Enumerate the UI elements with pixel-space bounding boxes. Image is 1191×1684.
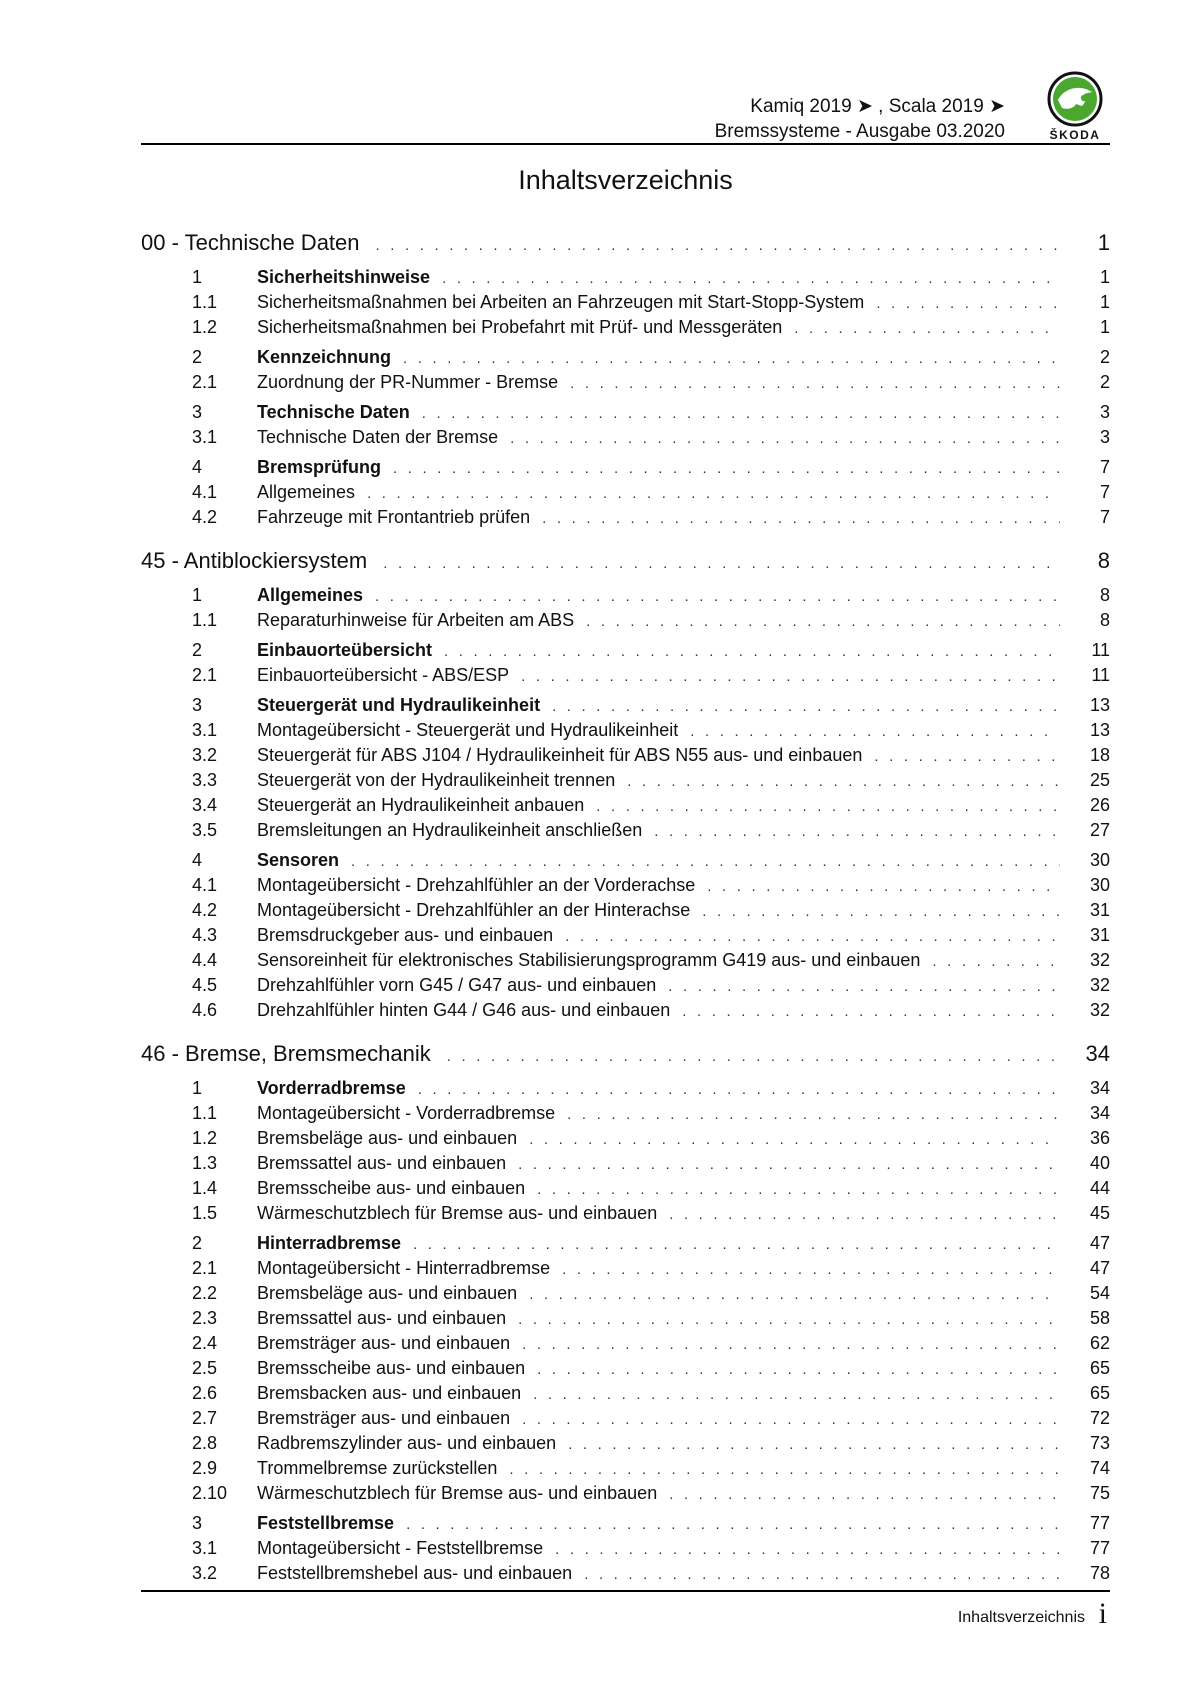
entry-title: Bremssattel aus- und einbauen <box>257 1308 507 1328</box>
leader-dots <box>522 1336 1060 1353</box>
entry-title: Wärmeschutzblech für Bremse aus- und einbauen <box>257 1483 658 1503</box>
entry-title: Feststellbremshebel aus- und einbauen <box>257 1563 573 1583</box>
footer-page-number: i <box>1098 1597 1107 1630</box>
toc-entry[interactable] <box>141 1153 1110 1178</box>
entry-title: Hinterradbremse <box>257 1233 402 1253</box>
entry-number: 4.2 <box>192 900 218 920</box>
toc-entry[interactable] <box>141 820 1110 845</box>
entry-page: 18 <box>1089 745 1110 765</box>
entry-number: 3 <box>192 402 203 422</box>
entry-number: 1.5 <box>192 1203 218 1223</box>
entry-number: 3.1 <box>192 720 218 740</box>
entry-title: Allgemeines <box>257 482 356 502</box>
entry-page: 58 <box>1089 1308 1110 1328</box>
entry-page: 47 <box>1089 1233 1110 1253</box>
header-models: Kamiq 2019 ➤ , Scala 2019 ➤ <box>750 96 1005 117</box>
entry-number: 2 <box>192 1233 203 1253</box>
entry-page: 65 <box>1089 1358 1110 1378</box>
entry-page: 30 <box>1089 875 1110 895</box>
page-title: Inhaltsverzeichnis <box>518 165 733 195</box>
entry-title: Wärmeschutzblech für Bremse aus- und einbauen <box>257 1203 658 1223</box>
entry-title: Steuergerät für ABS J104 / Hydraulikeinheit für ABS N55 aus- und einbauen <box>257 745 863 765</box>
entry-number: 2.7 <box>192 1408 218 1428</box>
leader-dots <box>542 510 1060 527</box>
leader-dots <box>521 668 1060 685</box>
entry-title: Bremsbeläge aus- und einbauen <box>257 1283 518 1303</box>
entry-page: 8 <box>1099 610 1110 630</box>
entry-page: 77 <box>1089 1538 1110 1558</box>
entry-title: Technische Daten <box>257 402 410 422</box>
toc-section[interactable] <box>141 402 1110 427</box>
entry-page: 26 <box>1089 795 1110 815</box>
entry-number: 2 <box>192 347 203 367</box>
entry-page: 54 <box>1089 1283 1110 1303</box>
leader-dots <box>422 405 1060 422</box>
entry-page: 77 <box>1089 1513 1110 1533</box>
entry-title: Steuergerät an Hydraulikeinheit anbauen <box>257 795 585 815</box>
toc-section[interactable] <box>141 457 1110 482</box>
leader-dots <box>367 485 1060 502</box>
entry-page: 72 <box>1089 1408 1110 1428</box>
entry-title: Bremsscheibe aus- und einbauen <box>257 1358 526 1378</box>
entry-page: 27 <box>1089 820 1110 840</box>
leader-dots <box>627 773 1060 790</box>
entry-title: Bremsträger aus- und einbauen <box>257 1408 511 1428</box>
entry-title: Sicherheitsmaßnahmen bei Probefahrt mit Prüf- und Messgeräten <box>257 317 783 337</box>
leader-dots <box>584 1566 1060 1583</box>
entry-title: Montageübersicht - Drehzahlfühler an der Vorderachse <box>257 875 696 895</box>
entry-title: Drehzahlfühler hinten G44 / G46 aus- und einbauen <box>257 1000 671 1020</box>
leader-dots <box>529 1286 1060 1303</box>
toc-section[interactable] <box>141 695 1110 720</box>
toc-entry[interactable] <box>141 1178 1110 1203</box>
entry-page: 40 <box>1089 1153 1110 1173</box>
entry-number: 1.3 <box>192 1153 218 1173</box>
toc-section[interactable] <box>141 267 1110 292</box>
leader-dots <box>444 643 1060 660</box>
leader-dots <box>383 555 1060 572</box>
entry-page: 32 <box>1089 950 1110 970</box>
toc-entry[interactable] <box>141 317 1110 342</box>
entry-page: 73 <box>1089 1433 1110 1453</box>
entry-title: Einbauorteübersicht <box>257 640 433 660</box>
leader-dots <box>529 1131 1060 1148</box>
footer-rule <box>141 1590 1110 1592</box>
leader-dots <box>932 953 1060 970</box>
entry-number: 1.1 <box>192 610 218 630</box>
leader-dots <box>418 1081 1060 1098</box>
entry-page: 74 <box>1089 1458 1110 1478</box>
toc-entry[interactable] <box>141 745 1110 770</box>
leader-dots <box>568 1436 1060 1453</box>
entry-page: 62 <box>1089 1333 1110 1353</box>
entry-number: 3.1 <box>192 1538 218 1558</box>
entry-page: 3 <box>1099 402 1110 422</box>
toc-entry[interactable] <box>141 1258 1110 1283</box>
leader-dots <box>533 1386 1060 1403</box>
entry-title: Bremssattel aus- und einbauen <box>257 1153 507 1173</box>
entry-number: 2.8 <box>192 1433 218 1453</box>
toc-entry[interactable] <box>141 1483 1110 1508</box>
toc-section[interactable] <box>141 585 1110 610</box>
entry-number: 2.1 <box>192 665 218 685</box>
leader-dots <box>682 1003 1060 1020</box>
table-of-contents <box>141 230 1110 1588</box>
toc-entry[interactable] <box>141 1283 1110 1308</box>
entry-number: 1.2 <box>192 1128 218 1148</box>
entry-title: Technische Daten der Bremse <box>257 427 499 447</box>
entry-page: 34 <box>1089 1103 1110 1123</box>
header-rule <box>141 143 1110 145</box>
toc-section[interactable] <box>141 347 1110 372</box>
toc-section[interactable] <box>141 850 1110 875</box>
brand-wordmark: ŠKODA <box>1049 128 1101 142</box>
toc-entry[interactable] <box>141 1203 1110 1228</box>
leader-dots <box>707 878 1060 895</box>
leader-dots <box>552 698 1060 715</box>
entry-number: 3 <box>192 1513 203 1533</box>
entry-number: 2.1 <box>192 372 218 392</box>
entry-number: 2.5 <box>192 1358 218 1378</box>
entry-page: 2 <box>1099 347 1110 367</box>
chapter-page: 1 <box>1097 230 1110 255</box>
entry-title: Reparaturhinweise für Arbeiten am ABS <box>257 610 575 630</box>
chapter-title: 00 - Technische Daten <box>141 230 360 255</box>
entry-page: 7 <box>1099 482 1110 502</box>
entry-number: 3.2 <box>192 1563 218 1583</box>
entry-title: Bremsbacken aus- und einbauen <box>257 1383 522 1403</box>
entry-title: Sensoren <box>257 850 340 870</box>
entry-title: Vorderradbremse <box>257 1078 406 1098</box>
leader-dots <box>874 748 1060 765</box>
leader-dots <box>376 237 1060 254</box>
leader-dots <box>510 430 1060 447</box>
entry-number: 3.2 <box>192 745 218 765</box>
entry-page: 31 <box>1089 900 1110 920</box>
entry-number: 2.1 <box>192 1258 218 1278</box>
entry-page: 7 <box>1099 507 1110 527</box>
leader-dots <box>690 723 1060 740</box>
entry-title: Bremsträger aus- und einbauen <box>257 1333 511 1353</box>
entry-page: 75 <box>1089 1483 1110 1503</box>
toc-section[interactable] <box>141 1513 1110 1538</box>
entry-number: 4.6 <box>192 1000 218 1020</box>
entry-page: 34 <box>1089 1078 1110 1098</box>
entry-page: 2 <box>1099 372 1110 392</box>
leader-dots <box>555 1541 1060 1558</box>
entry-number: 4 <box>192 850 203 870</box>
entry-title: Einbauorteübersicht - ABS/ESP <box>257 665 510 685</box>
entry-title: Bremsbeläge aus- und einbauen <box>257 1128 518 1148</box>
entry-page: 45 <box>1089 1203 1110 1223</box>
toc-entry[interactable] <box>141 1433 1110 1458</box>
leader-dots <box>522 1411 1060 1428</box>
toc-entry[interactable] <box>141 875 1110 900</box>
entry-title: Drehzahlfühler vorn G45 / G47 aus- und einbauen <box>257 975 657 995</box>
entry-page: 47 <box>1089 1258 1110 1278</box>
entry-page: 3 <box>1099 427 1110 447</box>
entry-number: 1.1 <box>192 292 218 312</box>
leader-dots <box>447 1048 1060 1065</box>
leader-dots <box>509 1461 1060 1478</box>
entry-number: 2.2 <box>192 1283 218 1303</box>
entry-page: 30 <box>1089 850 1110 870</box>
leader-dots <box>403 350 1060 367</box>
toc-entry[interactable] <box>141 507 1110 532</box>
entry-number: 1.4 <box>192 1178 218 1198</box>
entry-title: Kennzeichnung <box>257 347 391 367</box>
entry-title: Montageübersicht - Steuergerät und Hydraulikeinheit <box>257 720 679 740</box>
entry-page: 78 <box>1089 1563 1110 1583</box>
entry-page: 25 <box>1089 770 1110 790</box>
toc-chapter[interactable] <box>141 230 1110 262</box>
entry-number: 4.3 <box>192 925 218 945</box>
leader-dots <box>669 1486 1060 1503</box>
chapter-page: 8 <box>1097 548 1110 573</box>
entry-number: 1 <box>192 1078 203 1098</box>
entry-page: 44 <box>1089 1178 1110 1198</box>
entry-number: 1.2 <box>192 317 218 337</box>
entry-number: 3.5 <box>192 820 218 840</box>
toc-section[interactable] <box>141 1078 1110 1103</box>
entry-title: Zuordnung der PR-Nummer - Bremse <box>257 372 559 392</box>
toc-entry[interactable] <box>141 795 1110 820</box>
entry-page: 1 <box>1099 267 1110 287</box>
toc-entry[interactable] <box>141 1538 1110 1563</box>
entry-number: 2 <box>192 640 203 660</box>
leader-dots <box>518 1156 1060 1173</box>
leader-dots <box>654 823 1060 840</box>
leader-dots <box>518 1311 1060 1328</box>
entry-title: Sicherheitsmaßnahmen bei Arbeiten an Fahrzeugen mit Start-Stopp-System <box>257 292 865 312</box>
entry-title: Montageübersicht - Vorderradbremse <box>257 1103 556 1123</box>
toc-entry[interactable] <box>141 665 1110 690</box>
entry-number: 4 <box>192 457 203 477</box>
toc-entry[interactable] <box>141 1000 1110 1025</box>
toc-entry[interactable] <box>141 1308 1110 1333</box>
entry-title: Montageübersicht - Feststellbremse <box>257 1538 544 1558</box>
leader-dots <box>596 798 1060 815</box>
toc-entry[interactable] <box>141 1358 1110 1383</box>
entry-page: 65 <box>1089 1383 1110 1403</box>
chapter-page: 34 <box>1085 1041 1110 1066</box>
toc-chapter[interactable] <box>141 1041 1110 1073</box>
toc-entry[interactable] <box>141 770 1110 795</box>
toc-entry[interactable] <box>141 975 1110 1000</box>
toc-entry[interactable] <box>141 610 1110 635</box>
toc-entry[interactable] <box>141 292 1110 317</box>
entry-title: Montageübersicht - Hinterradbremse <box>257 1258 551 1278</box>
toc-entry[interactable] <box>141 482 1110 507</box>
leader-dots <box>537 1181 1060 1198</box>
entry-title: Radbremszylinder aus- und einbauen <box>257 1433 557 1453</box>
entry-number: 2.4 <box>192 1333 218 1353</box>
entry-number: 4.1 <box>192 875 218 895</box>
leader-dots <box>702 903 1060 920</box>
entry-page: 32 <box>1089 1000 1110 1020</box>
footer-label: Inhaltsverzeichnis <box>957 1609 1085 1626</box>
leader-dots <box>393 460 1060 477</box>
toc-entry[interactable] <box>141 372 1110 397</box>
entry-title: Bremsleitungen an Hydraulikeinheit anschließen <box>257 820 643 840</box>
entry-number: 4.5 <box>192 975 218 995</box>
entry-page: 11 <box>1091 640 1110 660</box>
entry-number: 4.2 <box>192 507 218 527</box>
entry-page: 13 <box>1089 695 1110 715</box>
toc-chapter[interactable] <box>141 548 1110 580</box>
leader-dots <box>794 320 1060 337</box>
entry-number: 2.9 <box>192 1458 218 1478</box>
entry-page: 13 <box>1089 720 1110 740</box>
leader-dots <box>351 853 1060 870</box>
entry-title: Bremsscheibe aus- und einbauen <box>257 1178 526 1198</box>
toc-entry[interactable] <box>141 925 1110 950</box>
toc-entry[interactable] <box>141 1383 1110 1408</box>
entry-title: Bremsprüfung <box>257 457 382 477</box>
entry-page: 8 <box>1099 585 1110 605</box>
entry-number: 2.3 <box>192 1308 218 1328</box>
entry-page: 7 <box>1099 457 1110 477</box>
toc-entry[interactable] <box>141 1563 1110 1588</box>
leader-dots <box>562 1261 1060 1278</box>
entry-page: 1 <box>1099 317 1110 337</box>
entry-page: 36 <box>1089 1128 1110 1148</box>
chapter-title: 45 - Antiblockiersystem <box>141 548 368 573</box>
leader-dots <box>565 928 1060 945</box>
entry-number: 2.10 <box>192 1483 228 1503</box>
toc-entry[interactable] <box>141 1333 1110 1358</box>
entry-number: 4.1 <box>192 482 218 502</box>
leader-dots <box>413 1236 1060 1253</box>
toc-entry[interactable] <box>141 1408 1110 1433</box>
entry-number: 1 <box>192 267 203 287</box>
entry-title: Allgemeines <box>257 585 364 605</box>
leader-dots <box>668 978 1060 995</box>
header-edition: Bremssysteme - Ausgabe 03.2020 <box>714 121 1005 142</box>
leader-dots <box>876 295 1060 312</box>
entry-number: 3.4 <box>192 795 218 815</box>
entry-number: 2.6 <box>192 1383 218 1403</box>
toc-section[interactable] <box>141 1233 1110 1258</box>
entry-title: Montageübersicht - Drehzahlfühler an der Hinterachse <box>257 900 691 920</box>
entry-number: 1 <box>192 585 203 605</box>
leader-dots <box>669 1206 1060 1223</box>
entry-page: 11 <box>1091 665 1110 685</box>
leader-dots <box>570 375 1060 392</box>
entry-number: 3.1 <box>192 427 218 447</box>
leader-dots <box>375 588 1060 605</box>
entry-number: 1.1 <box>192 1103 218 1123</box>
toc-entry[interactable] <box>141 900 1110 925</box>
entry-number: 3.3 <box>192 770 218 790</box>
entry-title: Bremsdruckgeber aus- und einbauen <box>257 925 554 945</box>
toc-entry[interactable] <box>141 1128 1110 1153</box>
leader-dots <box>586 613 1060 630</box>
entry-title: Sicherheitshinweise <box>257 267 431 287</box>
entry-title: Steuergerät und Hydraulikeinheit <box>257 695 541 715</box>
entry-title: Steuergerät von der Hydraulikeinheit trennen <box>257 770 616 790</box>
leader-dots <box>442 270 1060 287</box>
leader-dots <box>567 1106 1060 1123</box>
entry-title: Trommelbremse zurückstellen <box>257 1458 498 1478</box>
chapter-title: 46 - Bremse, Bremsmechanik <box>141 1041 431 1066</box>
toc-entry[interactable] <box>141 950 1110 975</box>
entry-title: Sensoreinheit für elektronisches Stabilisierungsprogramm G419 aus- und einbauen <box>257 950 921 970</box>
leader-dots <box>537 1361 1060 1378</box>
toc-section[interactable] <box>141 640 1110 665</box>
entry-page: 1 <box>1099 292 1110 312</box>
entry-number: 4.4 <box>192 950 218 970</box>
toc-entry[interactable] <box>141 427 1110 452</box>
toc-entry[interactable] <box>141 1103 1110 1128</box>
leader-dots <box>406 1516 1060 1533</box>
entry-title: Fahrzeuge mit Frontantrieb prüfen <box>257 507 531 527</box>
entry-number: 3 <box>192 695 203 715</box>
toc-entry[interactable] <box>141 1458 1110 1483</box>
toc-entry[interactable] <box>141 720 1110 745</box>
entry-page: 31 <box>1089 925 1110 945</box>
entry-page: 32 <box>1089 975 1110 995</box>
entry-title: Feststellbremse <box>257 1513 395 1533</box>
